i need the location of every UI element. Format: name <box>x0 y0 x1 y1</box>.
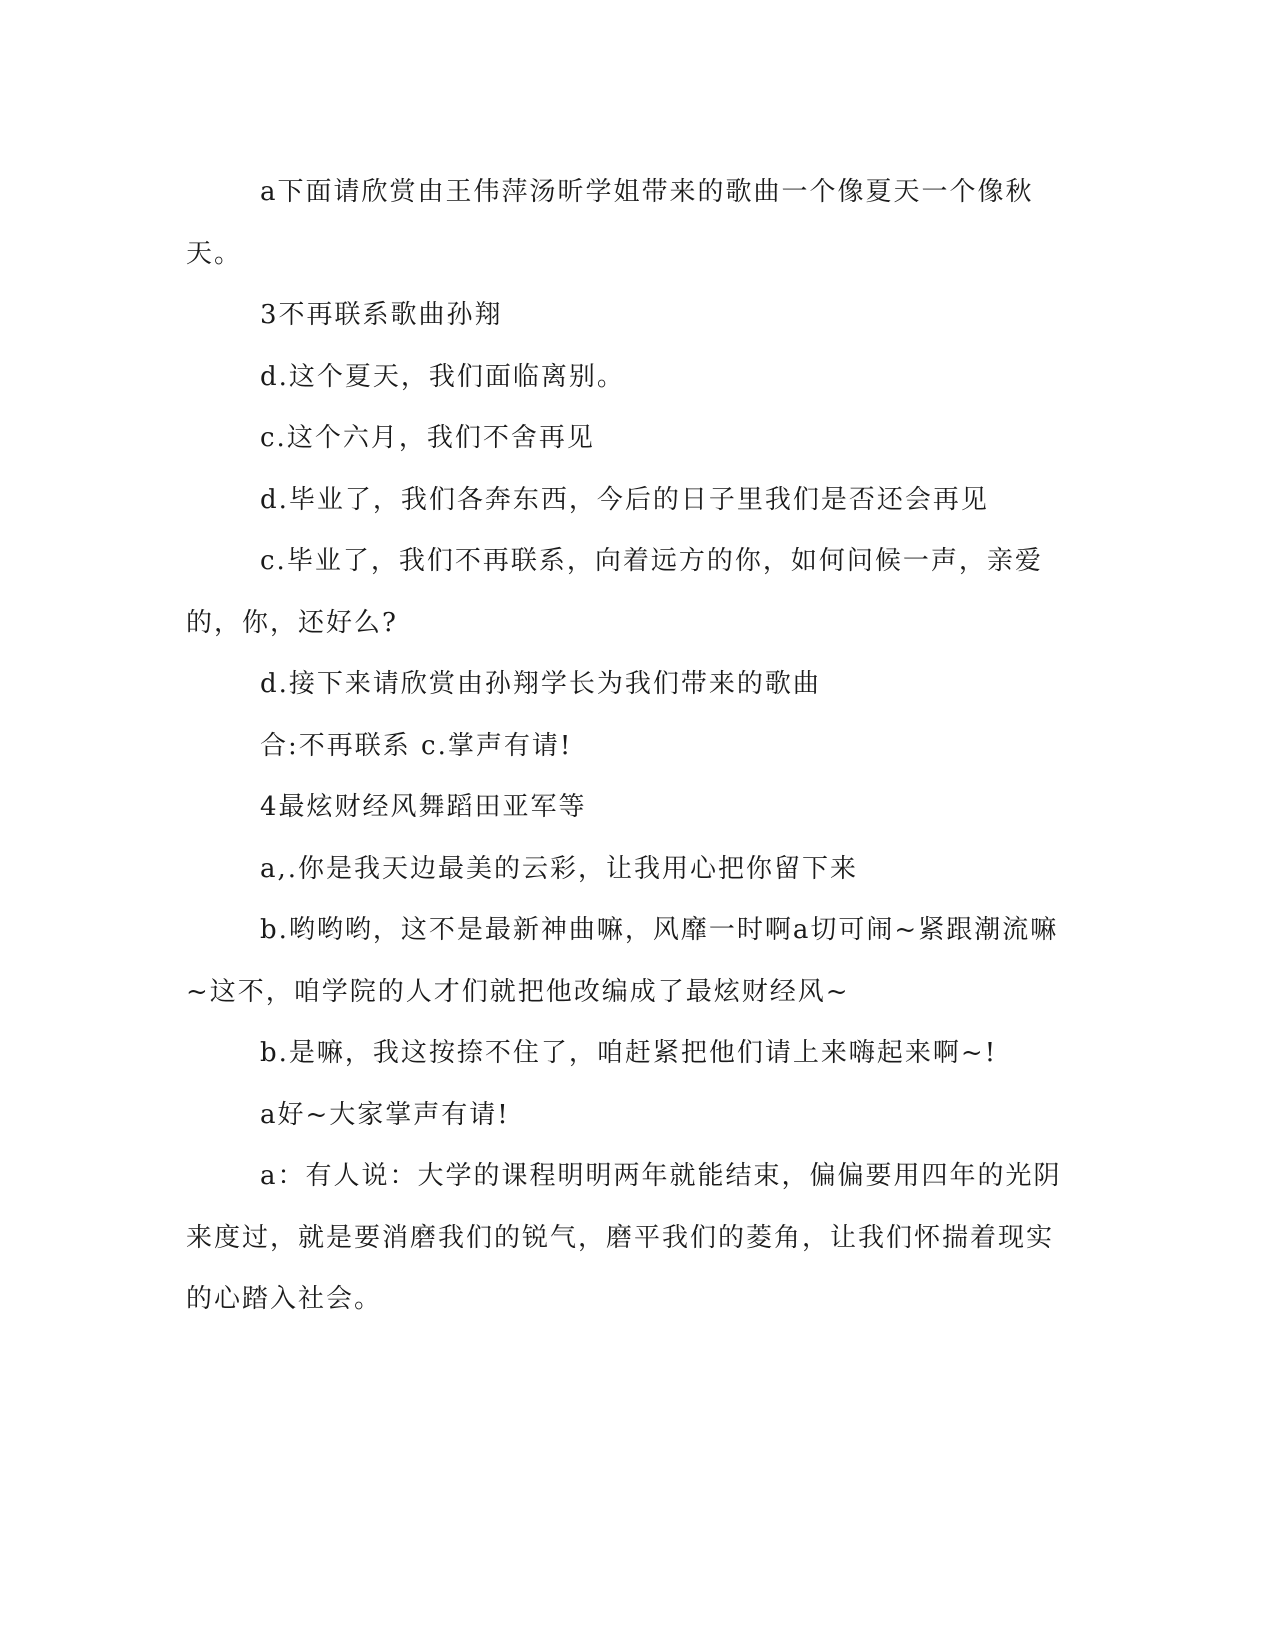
paragraph: c.毕业了，我们不再联系，向着远方的你，如何问候一声，亲爱的，你，还好么? <box>186 546 1043 638</box>
paragraph: c.这个六月，我们不舍再见 <box>260 423 595 453</box>
paragraph: 3不再联系歌曲孙翔 <box>260 300 503 330</box>
paragraph: a下面请欣赏由王伟萍汤昕学姐带来的歌曲一个像夏天一个像秋天。 <box>186 177 1034 269</box>
paragraph: 合:不再联系 c.掌声有请! <box>260 730 573 761</box>
paragraph: d.毕业了，我们各奔东西，今后的日子里我们是否还会再见 <box>260 484 989 515</box>
paragraph: d.这个夏天，我们面临离别。 <box>260 361 625 392</box>
paragraph: a：有人说：大学的课程明明两年就能结束，偏偏要用四年的光阴来度过，就是要消磨我们的锐气，磨平我们的菱角，让我们怀揣着现实的心踏入社会。 <box>186 1161 1062 1314</box>
paragraph: d.接下来请欣赏由孙翔学长为我们带来的歌曲 <box>260 669 821 699</box>
paragraph: a好~大家掌声有请! <box>260 1099 510 1130</box>
document-body <box>186 162 1066 1331</box>
paragraph: b.哟哟哟，这不是最新神曲嘛，风靡一时啊a切可闹~紧跟潮流嘛~这不，咱学院的人才们就把他改编成了最炫财经风~ <box>186 915 1059 1007</box>
paragraph: 4最炫财经风舞蹈田亚军等 <box>260 792 587 822</box>
paragraph: a,.你是我天边最美的云彩，让我用心把你留下来 <box>260 853 859 884</box>
paragraph: b.是嘛，我这按捺不住了，咱赶紧把他们请上来嗨起来啊~! <box>260 1038 998 1068</box>
